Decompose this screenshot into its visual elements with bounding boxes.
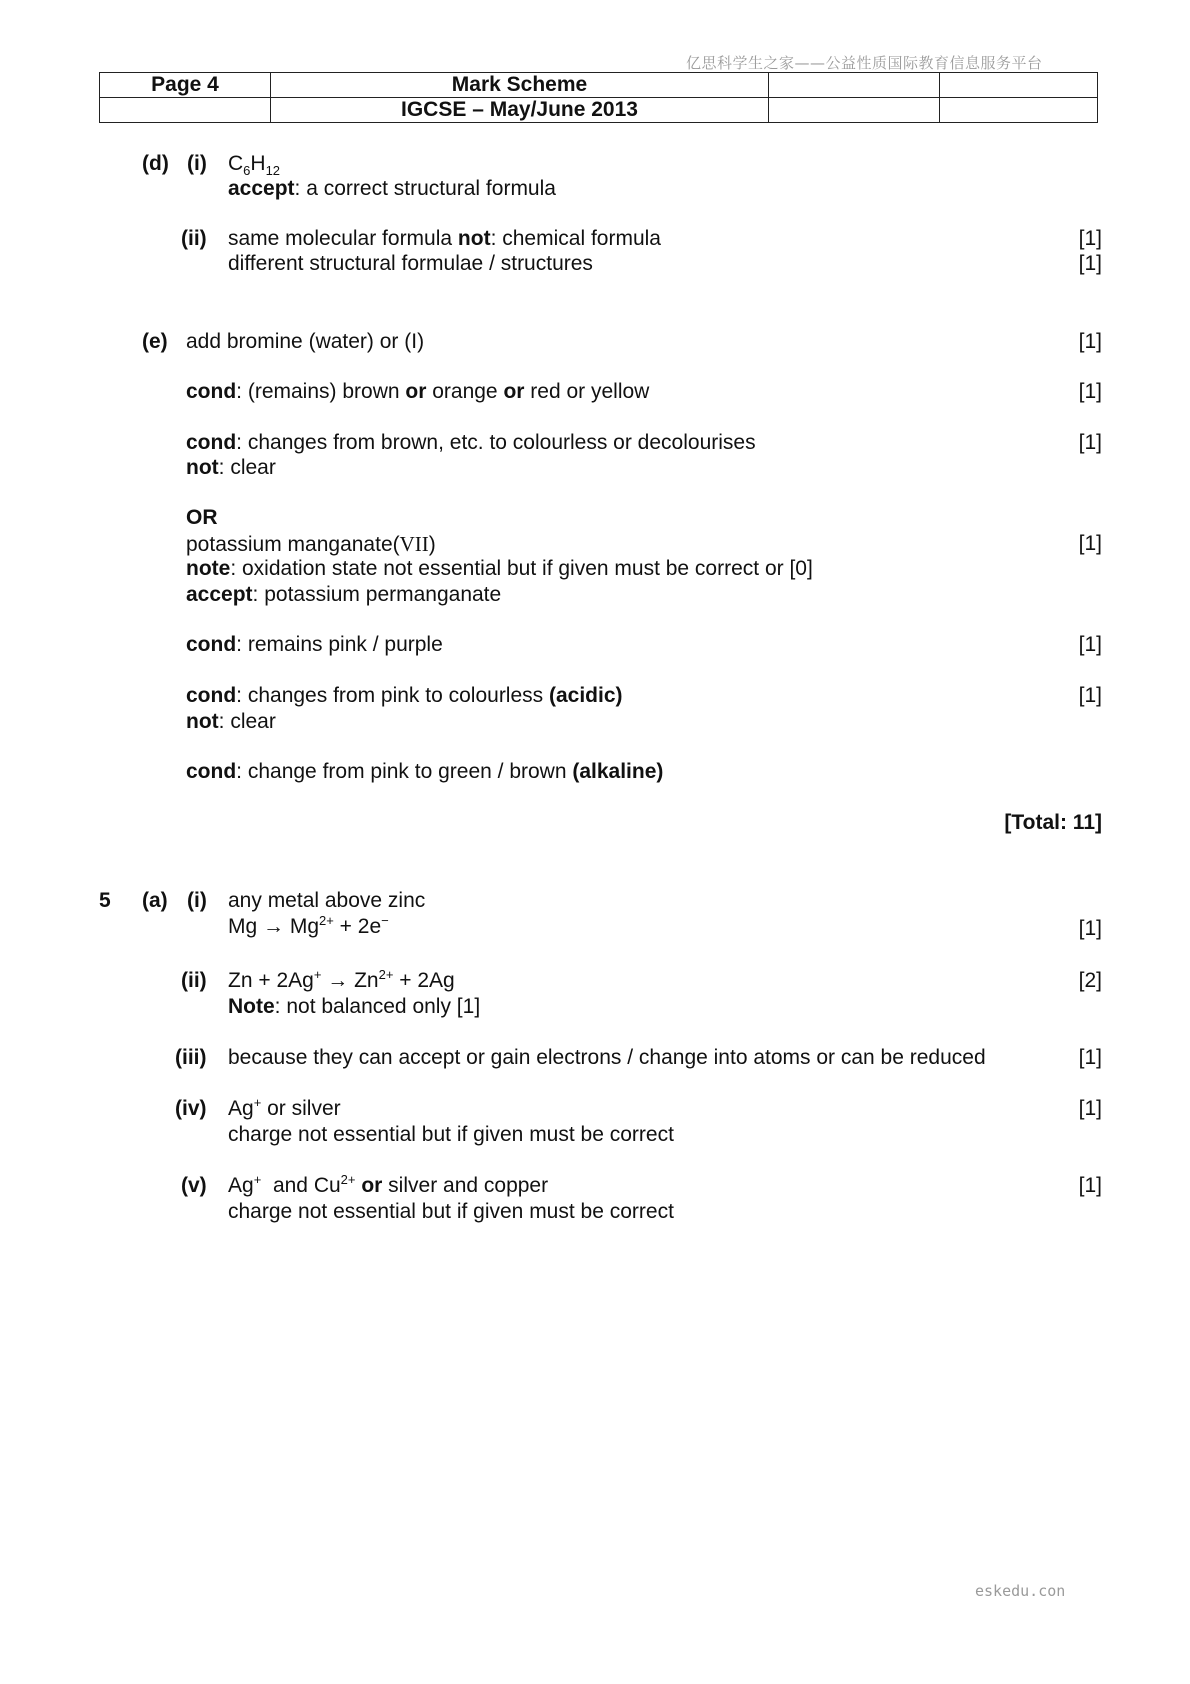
header-table <box>99 72 1098 123</box>
q4d-i-accept: accept: a correct structural formula <box>228 177 556 200</box>
q4-total: [Total: 11] <box>1004 811 1102 834</box>
header-title: Mark Scheme <box>271 73 769 98</box>
q5a-ii-equation: $Zn + 2Ag^+ \to Zn^{2+} + 2Ag$ <box>228 967 455 992</box>
header-blank-3 <box>769 98 940 123</box>
q4e-part-label: (e) <box>142 330 168 353</box>
header-subtitle: IGCSE – May/June 2013 <box>271 98 769 123</box>
q5a-iii-mark: [1] <box>1078 1046 1102 1069</box>
header-blank-1 <box>769 73 940 98</box>
q5a-v-mark: [1] <box>1078 1174 1102 1197</box>
q5a-iii-label: (iii) <box>175 1046 207 1069</box>
header-empty-cell <box>100 98 271 123</box>
q5a-ii-label: (ii) <box>181 969 207 992</box>
watermark-bottom: eskedu.con <box>975 1582 1066 1600</box>
q4e-cond4: cond: changes from pink to colourless (acidic) <box>186 684 623 707</box>
q5a-iv-label: (iv) <box>175 1097 207 1120</box>
q5a-part-label: (a) <box>142 889 168 912</box>
q5a-i-label: (i) <box>187 889 207 912</box>
q5a-i-equation: $Mg \to Mg^{2+} + 2e^-$ <box>228 913 389 938</box>
q4d-ii-label: (ii) <box>181 227 207 250</box>
q4d-ii-line1: same molecular formula not: chemical formula <box>228 227 661 250</box>
header-blank-2 <box>940 73 1098 98</box>
q5a-iv-line2: charge not essential but if given must be correct <box>228 1123 674 1146</box>
q4e-accept: accept: potassium permanganate <box>186 583 502 606</box>
q4e-line1: add bromine (water) or (I) <box>186 330 425 353</box>
q4e-mark5: [1] <box>1078 633 1102 656</box>
q4e-mark3: [1] <box>1078 431 1102 454</box>
q4d-ii-line2: different structural formulae / structures <box>228 252 593 275</box>
q4e-mark4: [1] <box>1078 532 1102 555</box>
header-blank-4 <box>940 98 1098 123</box>
q5a-iv-mark: [1] <box>1078 1097 1102 1120</box>
q5a-i-mark: [1] <box>1078 917 1102 940</box>
q5a-iii-text: because they can accept or gain electrons / change into atoms or can be reduced <box>228 1046 986 1069</box>
q4e-not-clear-2: not: clear <box>186 710 276 733</box>
header-page: Page 4 <box>100 73 271 98</box>
q4e-cond3: cond: remains pink / purple <box>186 633 443 656</box>
watermark-top: 亿思科学生之家——公益性质国际教育信息服务平台 <box>686 54 1043 72</box>
q4e-kmno4: potassium manganate(VII) <box>186 532 436 556</box>
q4e-cond1: cond: (remains) brown or orange or red or yellow <box>186 380 650 403</box>
q4e-mark2: [1] <box>1078 380 1102 403</box>
q5a-v-label: (v) <box>181 1174 207 1197</box>
q4e-mark1: [1] <box>1078 330 1102 353</box>
q4e-or-heading: OR <box>186 506 218 529</box>
q5a-i-line1: any metal above zinc <box>228 889 426 912</box>
q4d-ii-mark1: [1] <box>1078 227 1102 250</box>
q5a-iv-line1: Ag+ or silver <box>228 1095 341 1120</box>
q4d-i-label: (i) <box>187 152 207 175</box>
q4d-part-label: (d) <box>142 152 169 175</box>
q4e-cond2: cond: changes from brown, etc. to colourless or decolourises <box>186 431 756 454</box>
q4e-not-clear-1: not: clear <box>186 456 276 479</box>
q5a-ii-note: Note: not balanced only [1] <box>228 995 481 1018</box>
q4d-i-formula: $C_6H_{12}$ <box>228 152 281 179</box>
q5a-v-line2: charge not essential but if given must be correct <box>228 1200 674 1223</box>
q4e-mark6: [1] <box>1078 684 1102 707</box>
q5a-v-line1: Ag+ and $Cu^{2+}$ or silver and copper <box>228 1172 549 1197</box>
q4d-ii-mark2: [1] <box>1078 252 1102 275</box>
q5-number: 5 <box>99 889 111 912</box>
q4e-cond5: cond: change from pink to green / brown (alkaline) <box>186 760 664 783</box>
q5a-ii-mark: [2] <box>1078 969 1102 992</box>
q4e-note: note: oxidation state not essential but if given must be correct or [0] <box>186 557 813 580</box>
